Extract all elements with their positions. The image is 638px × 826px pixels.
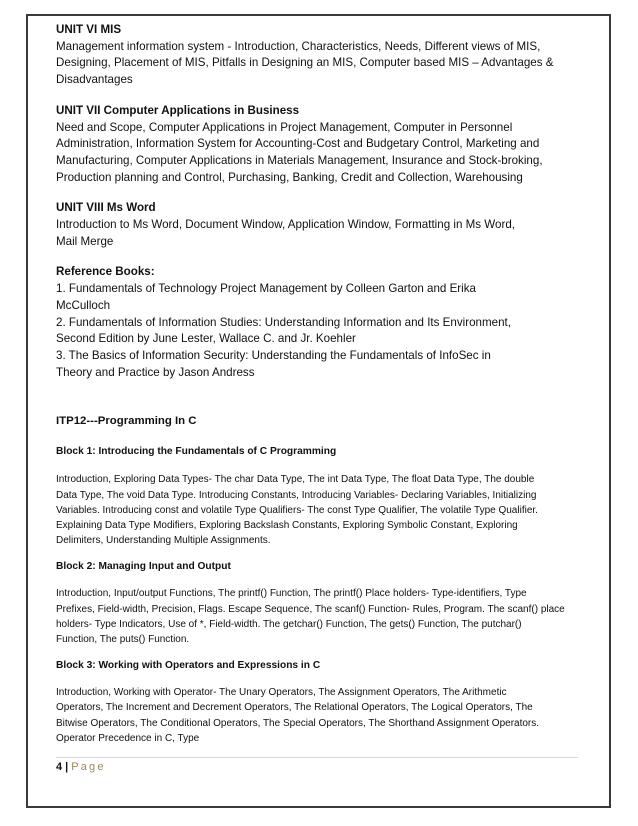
- reference-line: McCulloch: [56, 298, 111, 312]
- block-2-body: [56, 586, 576, 647]
- block-3-body: [56, 685, 576, 746]
- footer-divider: [56, 757, 578, 758]
- block-1-body: [56, 472, 576, 548]
- unit-vi-title: UNIT VI MIS: [56, 23, 122, 36]
- unit-vii-section: [56, 103, 576, 187]
- block-2-line: Prefixes, Field-width, Precision, Flags. Escape Sequence, The scanf() Function- Rules, Program. The scanf() place: [56, 603, 565, 615]
- reference-line: Second Edition by June Lester, Wallace C. and Jr. Koehler: [56, 332, 356, 346]
- block-2-title: Block 2: Managing Input and Output: [56, 561, 231, 573]
- block-1-line: Introduction, Exploring Data Types- The char Data Type, The int Data Type, The float Data Type, The double: [56, 474, 535, 486]
- block-3-line: Operator Precedence in C, Type: [56, 732, 200, 744]
- block-1-line: Delimiters, Understanding Multiple Assignments.: [56, 535, 271, 547]
- unit-vii-line: Manufacturing, Computer Applications in Materials Management, Insurance and Stock-broking,: [56, 153, 543, 167]
- block-1-line: Data Type, The void Data Type. Introducing Constants, Introducing Variables- Declaring Variables, Initializing: [56, 489, 537, 501]
- unit-viii-line: Mail Merge: [56, 234, 114, 248]
- reference-line: 1. Fundamentals of Technology Project Management by Colleen Garton and Erika: [56, 282, 476, 296]
- unit-vi-section: [56, 22, 576, 89]
- block-3-line: Introduction, Working with Operator- The Unary Operators, The Assignment Operators, The Arithmetic: [56, 687, 507, 699]
- unit-viii-line: Introduction to Ms Word, Document Window, Application Window, Formatting in Ms Word,: [56, 218, 515, 232]
- unit-viii-title: UNIT VIII Ms Word: [56, 201, 156, 215]
- document-body: [56, 22, 576, 746]
- unit-vii-line: Need and Scope, Computer Applications in Project Management, Computer in Personnel: [56, 120, 513, 134]
- block-2-line: holders- Type Indicators, Use of *, Field-width. The getchar() Function, The gets() Function, The putchar(): [56, 618, 522, 630]
- course-title: ITP12---Programming In C: [56, 415, 197, 428]
- block-3-line: Operators, The Increment and Decrement Operators, The Relational Operators, The Logical Operators, The: [56, 702, 533, 714]
- block-2-line: Function, The puts() Function.: [56, 633, 190, 645]
- unit-vii-title: UNIT VII Computer Applications in Business: [56, 103, 300, 117]
- block-3-title: Block 3: Working with Operators and Expressions in C: [56, 660, 321, 672]
- block-3-line: Bitwise Operators, The Conditional Operators, The Special Operators, The Shorthand Assignment Operators.: [56, 717, 540, 729]
- reference-line: 3. The Basics of Information Security: Understanding the Fundamentals of InfoSec in: [56, 348, 491, 362]
- page-footer: [56, 761, 106, 773]
- unit-vi-line: Management information system - Introduction, Characteristics, Needs, Different views of MIS,: [56, 39, 541, 53]
- reference-line: 2. Fundamentals of Information Studies: Understanding Information and Its Environment,: [56, 315, 511, 329]
- reference-line: Theory and Practice by Jason Andress: [56, 365, 255, 379]
- reference-books-section: [56, 264, 576, 381]
- block-1-line: Explaining Data Type Modifiers, Exploring Backslash Constants, Exploring Symbolic Constant, Exploring: [56, 519, 518, 531]
- unit-vii-line: Production planning and Control, Purchasing, Banking, Credit and Collection, Warehousing: [56, 170, 523, 184]
- unit-vii-line: Administration, Information System for Accounting-Cost and Budgetary Control, Marketing and: [56, 137, 540, 151]
- block-1-title: Block 1: Introducing the Fundamentals of C Programming: [56, 446, 337, 458]
- unit-viii-section: [56, 200, 576, 250]
- page-number: 4: [56, 761, 63, 773]
- page-label: Page: [71, 761, 106, 773]
- block-1-line: Variables. Introducing const and volatile Type Qualifiers- The const Type Qualifier, The volatile Type Qualifier.: [56, 504, 538, 516]
- block-2-line: Introduction, Input/output Functions, The printf() Function, The printf() Place holders- Type-identifiers, Type: [56, 588, 527, 600]
- reference-books-title: Reference Books:: [56, 265, 155, 279]
- unit-vi-line: Designing, Placement of MIS, Pitfalls in Designing an MIS, Computer based MIS – Advantages &: [56, 56, 554, 70]
- unit-vi-line: Disadvantages: [56, 73, 133, 87]
- footer-separator: |: [65, 761, 69, 773]
